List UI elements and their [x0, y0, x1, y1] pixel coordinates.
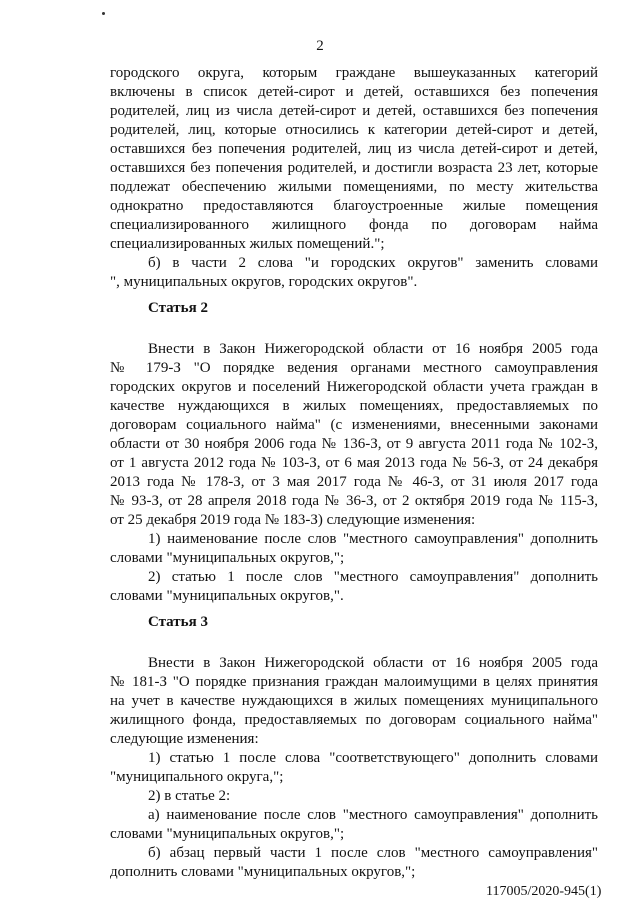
- text-line: 2) статью 1 после слов "местного самоуправления" дополнить: [148, 569, 598, 585]
- text-line: Внести в Закон Нижегородской области от 16 ноября 2005 года: [148, 341, 598, 357]
- text-line: а) наименование после слов "местного самоуправления" дополнить: [148, 807, 598, 823]
- text-line: б) абзац первый части 1 после слов "местного самоуправления": [148, 845, 598, 861]
- text-line: области от 30 ноября 2006 года № 136-З, от 9 августа 2011 года № 102-З,: [110, 436, 598, 452]
- text-line: № 93-З, от 28 апреля 2018 года № 36-З, от 2 октября 2019 года № 115-З,: [110, 493, 598, 509]
- text-line: договорам социального найма" (с изменениями, внесенными законами: [110, 417, 598, 433]
- text-line: словами "муниципальных округов,";: [110, 550, 345, 566]
- text-line: 1) статью 1 после слова "соответствующего" дополнить словами: [148, 750, 598, 766]
- text-line: оставшихся без попечения родителей, лиц из числа детей-сирот и детей,: [110, 141, 598, 157]
- text-line: специализированных жилых помещений.";: [110, 236, 385, 252]
- text-line: специализированного жилищного фонда по договорам найма: [110, 217, 598, 233]
- text-line: ", муниципальных округов, городских округов".: [110, 274, 418, 290]
- text-line: Внести в Закон Нижегородской области от 16 ноября 2005 года: [148, 655, 598, 671]
- text-line: качестве нуждающихся в жилых помещениях, предоставляемых по: [110, 398, 598, 414]
- text-line: включены в список детей-сирот и детей, оставшихся без попечения: [110, 84, 598, 100]
- text-line: от 1 августа 2012 года № 103-З, от 6 мая 2013 года № 56-З, от 24 декабря: [110, 455, 598, 471]
- text-line: б) в части 2 слова "и городских округов" заменить словами: [148, 255, 598, 271]
- text-line: родителей, лиц из числа детей-сирот и детей, оставшихся без попечения: [110, 103, 598, 119]
- text-line: от 25 декабря 2019 года № 183-З) следующие изменения:: [110, 512, 476, 528]
- text-line: "муниципального округа,";: [110, 769, 284, 785]
- text-line: 1) наименование после слов "местного самоуправления" дополнить: [148, 531, 598, 547]
- text-line: № 179-З "О порядке ведения органами местного самоуправления: [110, 360, 598, 376]
- text-line: жилищного фонда, предоставляемых по договорам социального найма": [110, 712, 598, 728]
- text-line: подлежат обеспечению жилыми помещениями, по месту жительства: [110, 179, 598, 195]
- scan-speck: [102, 12, 105, 15]
- text-line: следующие изменения:: [110, 731, 259, 747]
- text-line: однократно предоставляются благоустроенные жилые помещения: [110, 198, 598, 214]
- text-line: 2) в статье 2:: [148, 788, 231, 804]
- text-line: городских округов и поселений Нижегородской области учета граждан в: [110, 379, 598, 395]
- article-2-heading: Статья 2: [148, 300, 208, 316]
- text-line: 2013 года № 178-З, от 3 мая 2017 года № 46-З, от 31 июля 2017 года: [110, 474, 598, 490]
- article-3-heading: Статья 3: [148, 614, 208, 630]
- text-line: словами "муниципальных округов,".: [110, 588, 344, 604]
- text-line: на учет в качестве нуждающихся в жилых помещениях муниципального: [110, 693, 598, 709]
- text-line: дополнить словами "муниципальных округов,";: [110, 864, 416, 880]
- text-line: № 181-З "О порядке признания граждан малоимущими в целях принятия: [110, 674, 598, 690]
- text-line: родителей, лиц, которые относились к категории детей-сирот и детей,: [110, 122, 598, 138]
- text-line: оставшихся без попечения родителей, и достигли возраста 23 лет, которые: [110, 160, 598, 176]
- document-code: 117005/2020-945(1): [486, 884, 602, 899]
- text-line: городского округа, которым граждане вышеуказанных категорий: [110, 65, 598, 81]
- text-line: словами "муниципальных округов,";: [110, 826, 345, 842]
- page-number: 2: [316, 38, 324, 54]
